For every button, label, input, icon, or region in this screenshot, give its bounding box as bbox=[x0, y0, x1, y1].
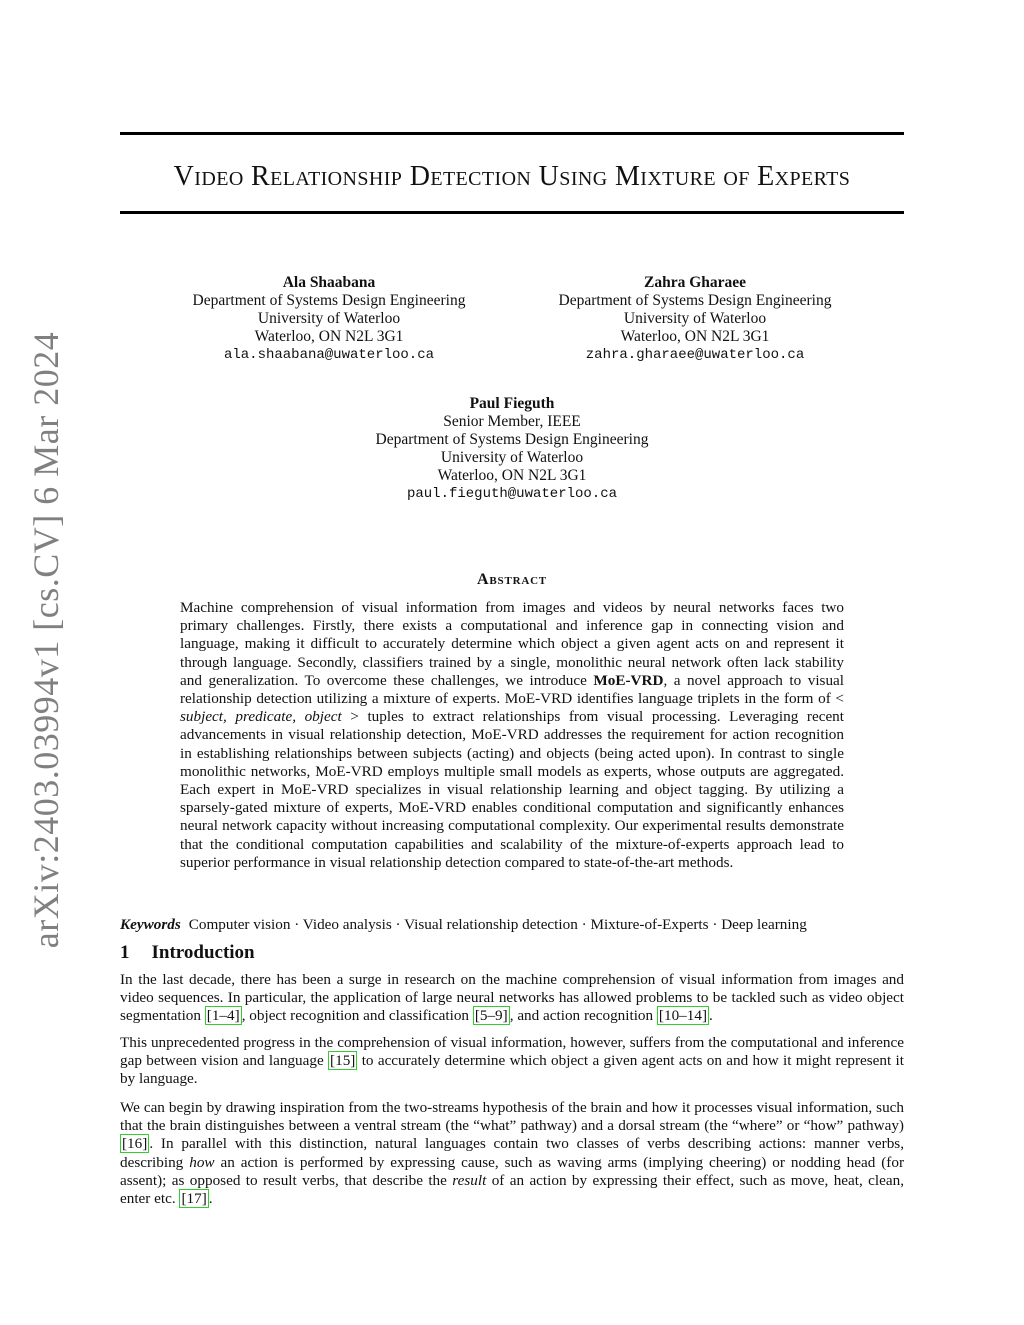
author-role: Senior Member, IEEE bbox=[443, 413, 581, 430]
abstract-part-2: , a novel approach to visual relationship detection utilizing a mixture of experts. MoE-VRD identifies language triplets in the form of < bbox=[180, 671, 845, 708]
para-text: . bbox=[208, 1190, 213, 1208]
citation-link[interactable]: [15] bbox=[330, 1052, 356, 1070]
title-top-rule bbox=[120, 132, 904, 135]
author-addr: Waterloo, ON N2L 3G1 bbox=[437, 467, 587, 484]
citation-link[interactable]: [1–4] bbox=[206, 1007, 240, 1025]
author-dept: Department of Systems Design Engineering bbox=[192, 292, 466, 309]
keywords-text: Computer vision · Video analysis · Visual relationship detection · Mixture-of-Experts · Deep learning bbox=[188, 916, 807, 933]
author-name: Ala Shaabana bbox=[282, 274, 376, 291]
arxiv-stamp: arXiv:2403.03994v1 [cs.CV] 6 Mar 2024 bbox=[26, 331, 66, 949]
author-name: Zahra Gharaee bbox=[643, 274, 747, 291]
author-addr: Waterloo, ON N2L 3G1 bbox=[254, 328, 404, 345]
para-text: In the last decade, there has been a surge in research on the machine comprehension of visual information from images and video sequences. In particular, the application of large neural networks has allowed problems to be tackled such as video object segmentation bbox=[120, 971, 904, 1025]
intro-paragraph-1 bbox=[120, 971, 904, 1026]
author-name: Paul Fieguth bbox=[469, 395, 555, 412]
abstract-text bbox=[180, 599, 844, 872]
para-text: an action is performed by expressing cause, such as waving arms (implying cheering) or nodding head (for assent); as opposed to result verbs, that describe the bbox=[120, 1153, 904, 1189]
abstract-part-3: > tuples to extract relationships from visual processing. Leveraging recent advancements in visual relationship detection, MoE-VRD addresses the requirement for action recognition in establishing relationships between subjects (acting) and objects (being acted upon). In contrast to single monolithic networks, MoE-VRD employs multiple small models as experts, whose outputs are aggregated. Each expert in MoE-VRD specializes in visual relationship learning and object tagging. By utilizing a sparsely-gated mixture of experts, MoE-VRD enables conditional computation and significantly enhances neural network capacity without increasing computational complexity. Our experimental results demonstrate that the conditional computation capabilities and scalability of the mixture-of-experts approach lead to superior performance in visual relationship detection compared to state-of-the-art methods. bbox=[180, 708, 844, 871]
abstract-heading: Abstract bbox=[477, 571, 547, 588]
author-block-1 bbox=[159, 274, 499, 364]
author-univ: University of Waterloo bbox=[257, 310, 401, 327]
para-text: . In parallel with this distinction, natural languages contain two classes of verbs describing actions: manner verbs, describing bbox=[120, 1135, 904, 1171]
author-email[interactable]: paul.fieguth@uwaterloo.ca bbox=[406, 486, 618, 502]
abstract-part-1: Machine comprehension of visual information from images and videos by neural networks faces two primary challenges. Firstly, there exists a computational and inference gap in connecting vision and language, making it difficult to accurately determine which object a given agent acts on and represent it through language. Secondly, classifiers trained by a single, monolithic neural network often lack stability and generalization. To overcome these challenges, we introduce bbox=[180, 599, 844, 689]
author-block-2 bbox=[525, 274, 865, 364]
para-text: , object recognition and classification bbox=[241, 1007, 473, 1025]
citation-link[interactable]: [10–14] bbox=[658, 1007, 708, 1025]
citation-link[interactable]: [16] bbox=[122, 1135, 148, 1153]
section-number: 1 bbox=[120, 942, 130, 963]
keywords bbox=[120, 915, 904, 934]
emphasis-text: how bbox=[189, 1153, 215, 1171]
method-name: MoE-VRD bbox=[593, 671, 664, 689]
intro-paragraph-2 bbox=[120, 1034, 904, 1089]
author-block-3 bbox=[342, 395, 682, 503]
section-title: Introduction bbox=[151, 942, 255, 963]
para-text: to accurately determine which object a given agent acts on and how it might represent it by language. bbox=[120, 1052, 904, 1088]
author-dept: Department of Systems Design Engineering bbox=[558, 292, 832, 309]
emphasis-text: result bbox=[452, 1171, 487, 1189]
section-heading bbox=[120, 942, 255, 964]
author-univ: University of Waterloo bbox=[440, 449, 584, 466]
author-email[interactable]: ala.shaabana@uwaterloo.ca bbox=[223, 347, 435, 363]
para-text: . bbox=[709, 1007, 713, 1025]
author-univ: University of Waterloo bbox=[623, 310, 767, 327]
para-text: , and action recognition bbox=[509, 1007, 657, 1025]
author-email[interactable]: zahra.gharaee@uwaterloo.ca bbox=[585, 347, 805, 363]
paper-title: Video Relationship Detection Using Mixture of Experts bbox=[173, 161, 851, 192]
keywords-label: Keywords bbox=[120, 916, 181, 933]
author-dept: Department of Systems Design Engineering bbox=[375, 431, 649, 448]
para-text: We can begin by drawing inspiration from the two-streams hypothesis of the brain and how it processes visual information, such that the brain distinguishes between a ventral stream (the “what” pathway) and a dorsal stream (the “where” or “how” pathway) bbox=[120, 1099, 904, 1135]
citation-link[interactable]: [5–9] bbox=[474, 1007, 508, 1025]
para-text: of an action by expressing their effect, such as move, heat, clean, enter etc. bbox=[120, 1171, 904, 1208]
triplet-text: subject, predicate, object bbox=[180, 708, 351, 726]
title-bottom-rule bbox=[120, 211, 904, 214]
intro-paragraph-3 bbox=[120, 1099, 904, 1208]
citation-link[interactable]: [17] bbox=[181, 1190, 207, 1208]
para-text: This unprecedented progress in the comprehension of visual information, however, suffers from the computational and inference gap between vision and language bbox=[120, 1034, 904, 1070]
author-addr: Waterloo, ON N2L 3G1 bbox=[620, 328, 770, 345]
